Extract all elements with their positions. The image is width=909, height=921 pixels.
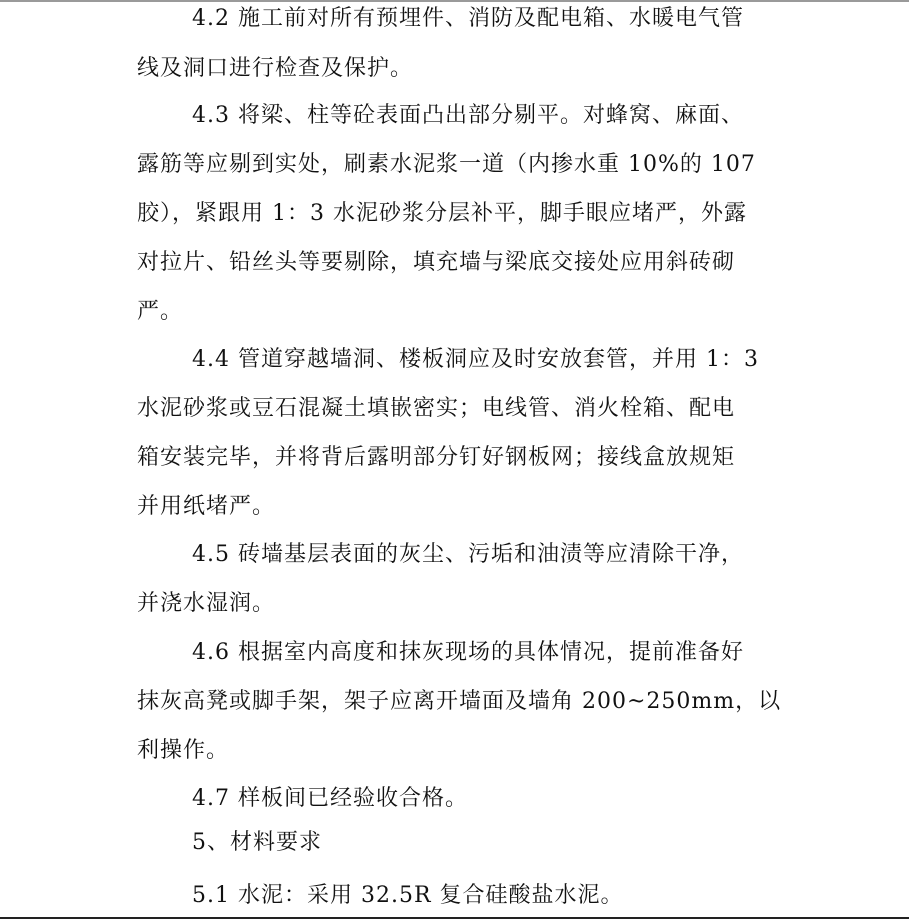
page-top-border	[0, 0, 909, 2]
text-line: 严。	[137, 299, 184, 324]
section-heading: 5、材料要求	[192, 830, 322, 855]
text-line: 线及洞口进行检查及保护。	[137, 56, 414, 81]
text-line: 4.7 样板间已经验收合格。	[192, 786, 468, 811]
text-line: 箱安装完毕，并将背后露明部分钉好钢板网；接线盒放规矩	[137, 445, 736, 470]
text-line: 对拉片、铅丝头等要剔除，填充墙与梁底交接处应用斜砖砌	[137, 250, 736, 275]
text-line: 并浇水湿润。	[137, 591, 276, 616]
text-line: 4.4 管道穿越墙洞、楼板洞应及时安放套管，并用 1：3	[192, 347, 759, 372]
page-bottom-border	[0, 917, 909, 919]
text-line: 4.3 将梁、柱等砼表面凸出部分剔平。对蜂窝、麻面、	[192, 103, 744, 128]
text-line: 4.6 根据室内高度和抹灰现场的具体情况，提前准备好	[192, 640, 744, 665]
text-line: 胶），紧跟用 1：3 水泥砂浆分层补平，脚手眼应堵严，外露	[137, 201, 747, 226]
text-line: 露筋等应剔到实处，刷素水泥浆一道（内掺水重 10%的 107	[137, 152, 756, 177]
text-line: 4.5 砖墙基层表面的灰尘、污垢和油渍等应清除干净，	[192, 542, 744, 567]
text-line: 4.2 施工前对所有预埋件、消防及配电箱、水暖电气管	[192, 6, 744, 31]
text-line: 5.1 水泥：采用 32.5R 复合硅酸盐水泥。	[192, 883, 624, 908]
text-line: 水泥砂浆或豆石混凝土填嵌密实；电线管、消火栓箱、配电	[137, 396, 736, 421]
text-line: 抹灰高凳或脚手架，架子应离开墙面及墙角 200~250mm，以	[137, 689, 782, 714]
text-line: 利操作。	[137, 738, 230, 763]
text-line: 并用纸堵严。	[137, 494, 276, 519]
